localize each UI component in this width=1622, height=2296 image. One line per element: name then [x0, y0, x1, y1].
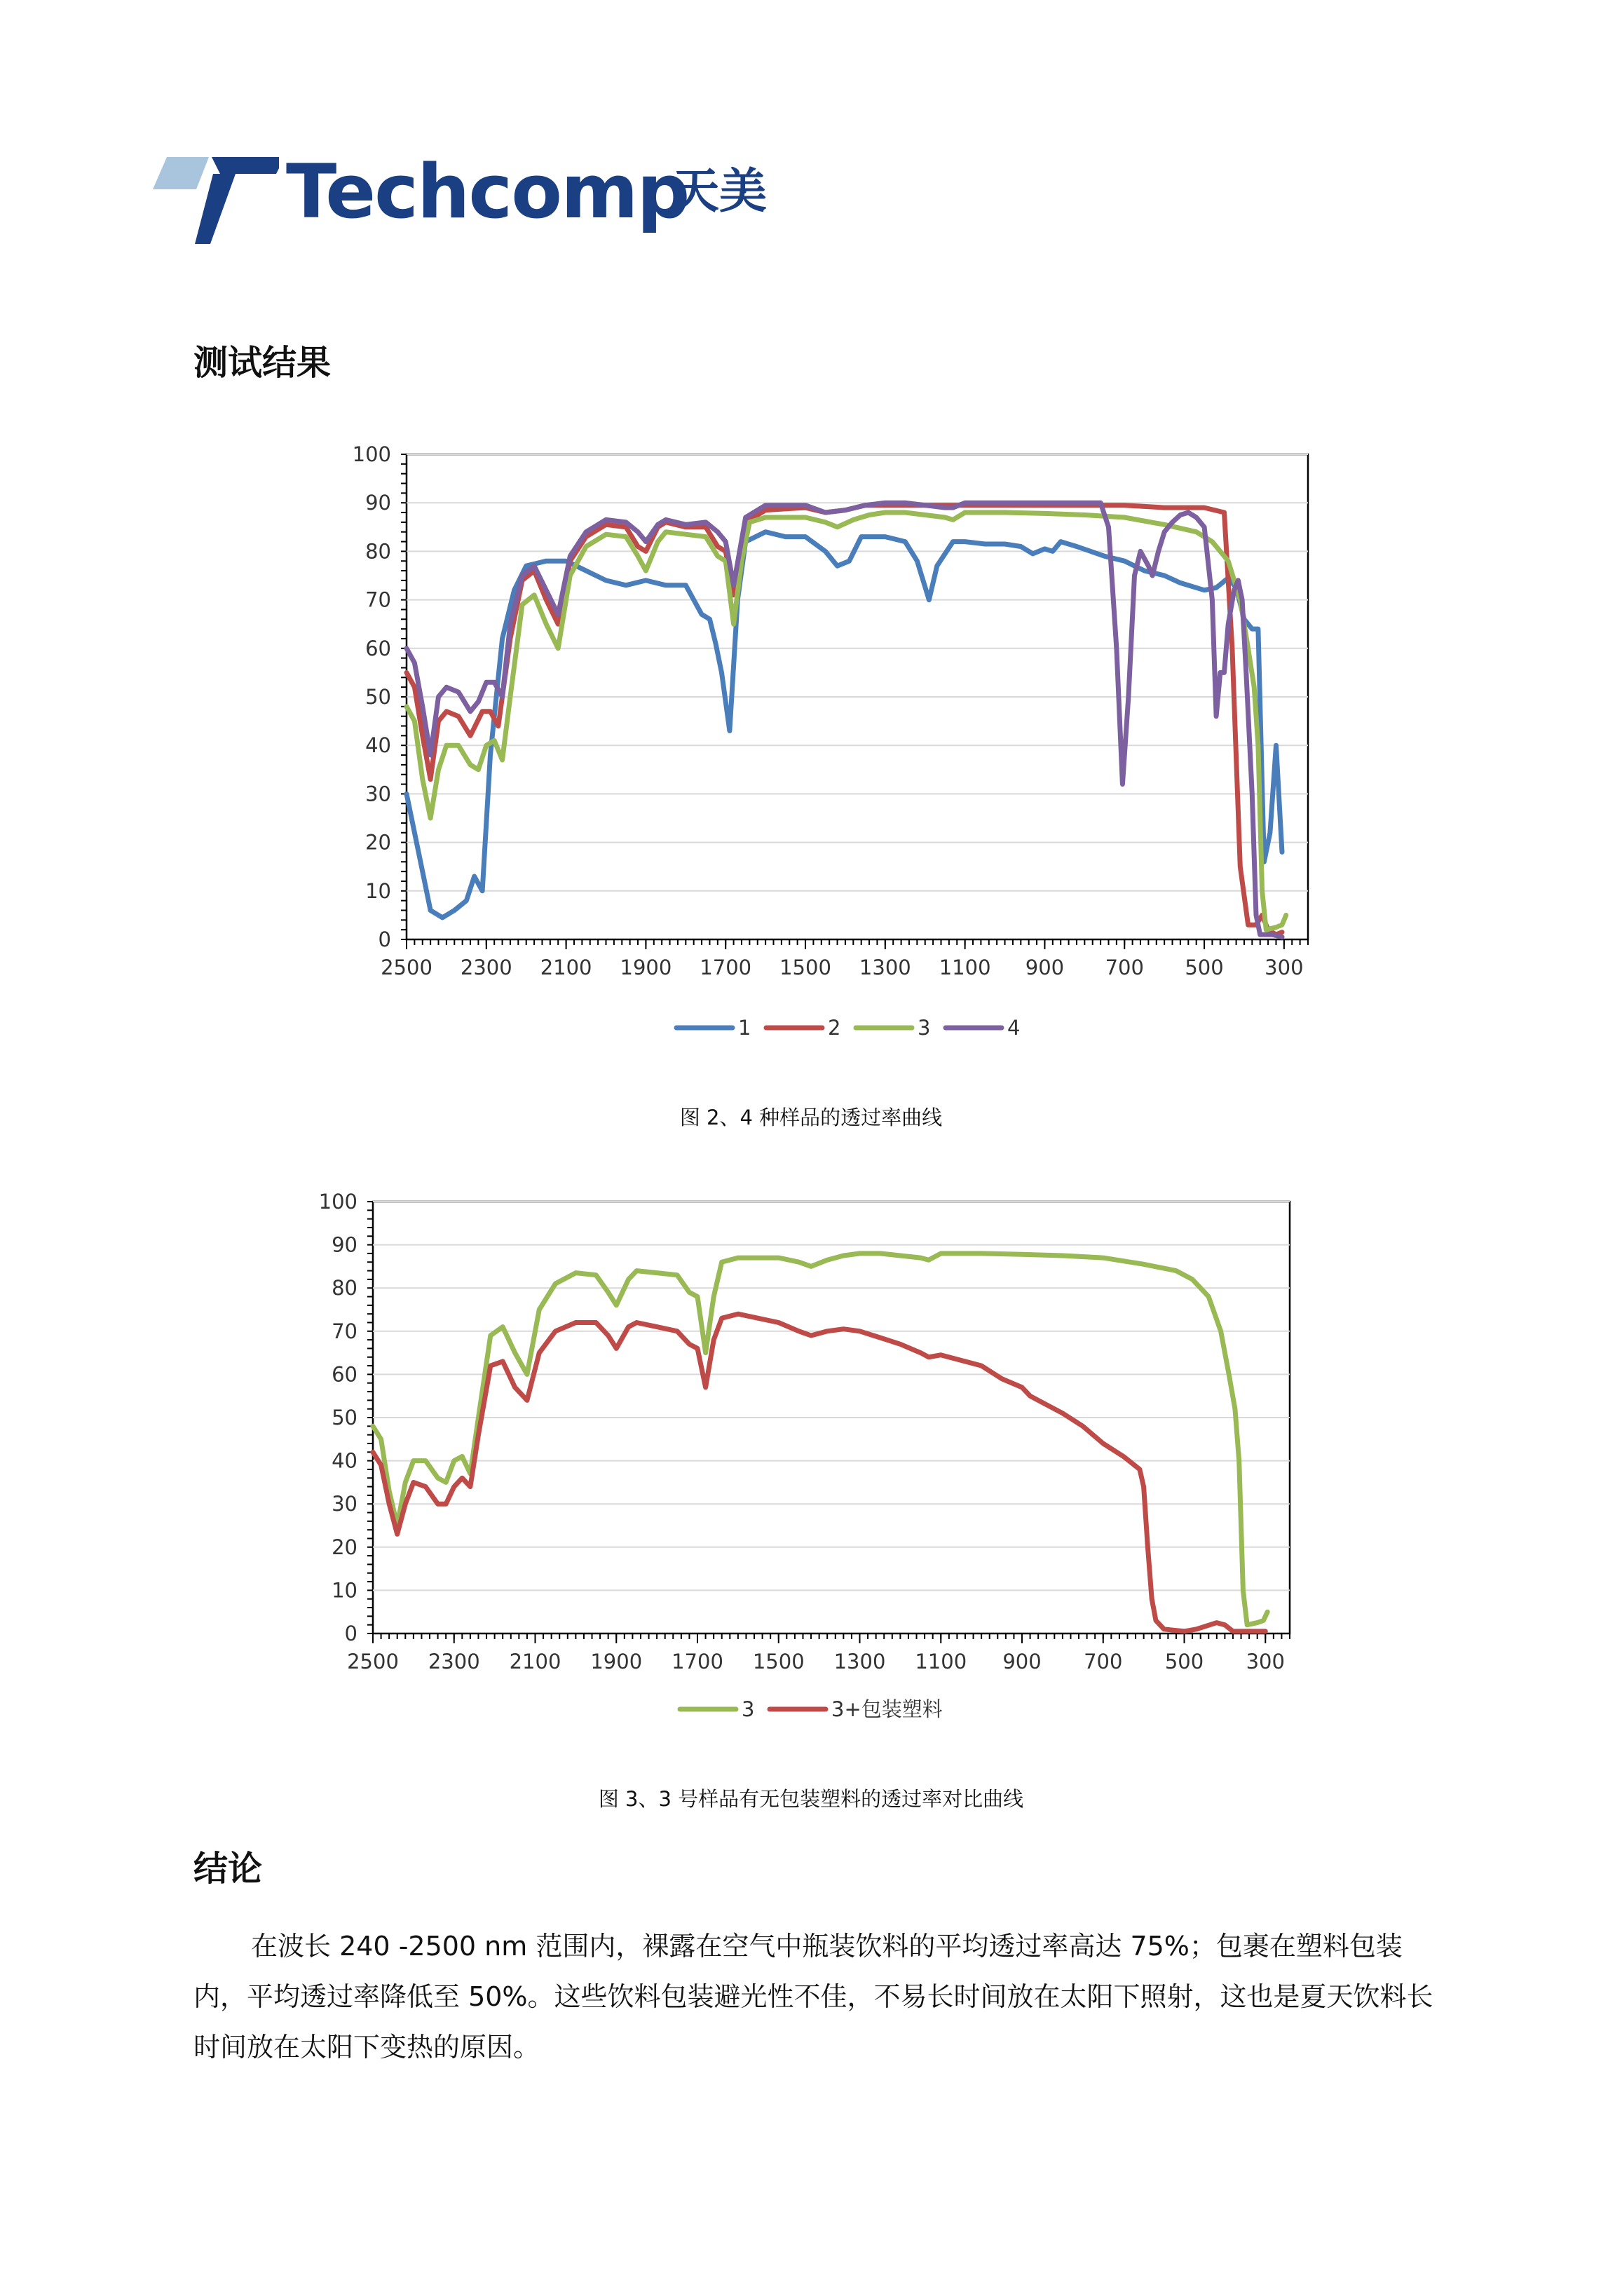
y-tick-label: 60	[365, 636, 391, 660]
legend-label: 2	[828, 1016, 841, 1040]
techcomp-logo	[153, 147, 784, 245]
x-tick-label: 700	[1084, 1650, 1123, 1673]
x-tick-label: 300	[1246, 1650, 1285, 1673]
y-tick-label: 30	[332, 1492, 357, 1516]
logo-brand-cn: 天美	[672, 164, 768, 219]
y-tick-label: 40	[365, 733, 391, 758]
y-tick-label: 10	[332, 1578, 357, 1603]
logo-mark-icon	[153, 153, 279, 244]
x-tick-label: 2100	[509, 1650, 561, 1673]
figure-3-caption: 图 3、3 号样品有无包装塑料的透过率对比曲线	[598, 1787, 1024, 1811]
x-tick-label: 1500	[779, 956, 831, 979]
legend-label: 3	[918, 1016, 931, 1040]
y-tick-label: 100	[352, 442, 391, 466]
y-tick-label: 50	[332, 1406, 357, 1429]
x-tick-label: 2300	[460, 956, 512, 979]
x-tick-label: 2100	[540, 956, 592, 979]
x-tick-label: 1100	[939, 956, 991, 979]
y-tick-label: 10	[365, 878, 391, 903]
y-tick-label: 100	[318, 1190, 357, 1214]
x-tick-label: 300	[1265, 956, 1304, 979]
y-tick-label: 80	[332, 1276, 357, 1300]
y-tick-label: 90	[332, 1232, 357, 1257]
x-tick-label: 900	[1002, 1650, 1042, 1673]
conclusion-text: 在波长 240 -2500 nm 范围内，裸露在空气中瓶装饮料的平均透过率高达 75%；包裹在塑料包装内，平均透过率降低至 50%。这些饮料包装避光性不佳，不易长时间放在太阳下照射，这也是夏天饮料长时间放在太阳下变热的原因。	[193, 1931, 1433, 2063]
figure-2-caption: 图 2、4 种样品的透过率曲线	[679, 1106, 943, 1129]
heading-conclusion: 结论	[193, 1849, 263, 1889]
x-tick-label: 500	[1164, 1650, 1204, 1673]
legend-label: 4	[1007, 1016, 1021, 1040]
y-tick-label: 0	[344, 1622, 357, 1645]
y-tick-label: 0	[378, 928, 391, 951]
y-tick-label: 70	[332, 1319, 357, 1343]
x-tick-label: 1100	[915, 1650, 967, 1673]
y-tick-label: 30	[365, 782, 391, 806]
y-tick-label: 20	[365, 830, 391, 855]
x-tick-label: 500	[1185, 956, 1224, 979]
x-tick-label: 2500	[347, 1650, 399, 1673]
x-tick-label: 2300	[428, 1650, 480, 1673]
transmittance-chart-4-samples	[0, 421, 1622, 1122]
conclusion-paragraph	[193, 1921, 1441, 2072]
x-tick-label: 2500	[381, 956, 432, 979]
y-tick-label: 50	[365, 685, 391, 709]
y-tick-label: 80	[365, 539, 391, 564]
series-line-1	[373, 1254, 1267, 1625]
series-line-1	[407, 532, 1282, 918]
x-tick-label: 1500	[752, 1650, 805, 1673]
series-line-2	[373, 1314, 1265, 1631]
x-tick-label: 1900	[590, 1650, 643, 1673]
x-tick-label: 1700	[700, 956, 752, 979]
y-tick-label: 40	[332, 1448, 357, 1473]
series-line-4	[407, 503, 1282, 937]
y-tick-label: 60	[332, 1362, 357, 1387]
x-tick-label: 900	[1025, 956, 1065, 979]
legend-label: 1	[738, 1016, 751, 1040]
transmittance-comparison-chart	[0, 1178, 1622, 1809]
y-tick-label: 20	[332, 1535, 357, 1559]
logo-brand-text: Techcomp	[286, 149, 689, 235]
x-tick-label: 1300	[859, 956, 911, 979]
y-tick-label: 70	[365, 587, 391, 612]
heading-results: 测试结果	[193, 343, 332, 383]
x-tick-label: 1300	[833, 1650, 886, 1673]
legend-label: 3	[742, 1697, 755, 1721]
x-tick-label: 1700	[672, 1650, 723, 1673]
x-tick-label: 700	[1105, 956, 1144, 979]
x-tick-label: 1900	[620, 956, 672, 979]
legend-label: 3+包装塑料	[831, 1697, 943, 1721]
y-tick-label: 90	[365, 491, 391, 515]
